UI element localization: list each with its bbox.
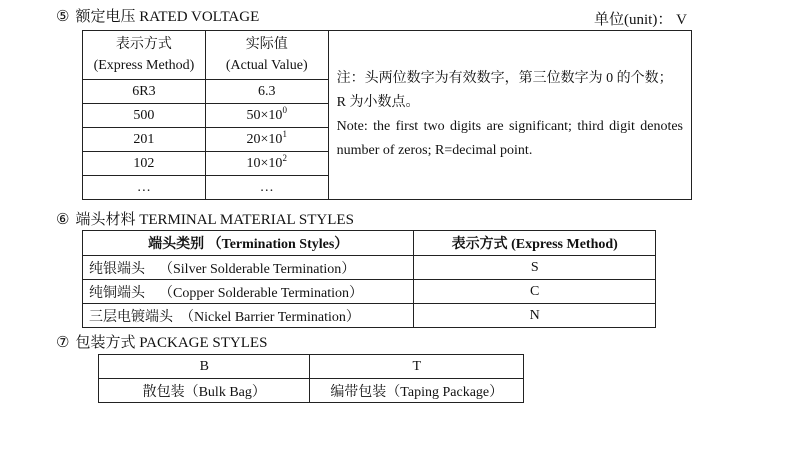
table-row: … …	[83, 176, 692, 200]
terminal-material-table	[82, 230, 656, 328]
table-row: 三层电镀端头 （Nickel Barrier Termination） N	[83, 304, 656, 328]
section-number: ⑥	[56, 212, 70, 228]
package-code-b: B	[99, 355, 310, 379]
package-label-taping: 编带包装（Taping Package）	[310, 379, 524, 403]
table-row: 6R3 6.3	[83, 80, 692, 104]
package-label-bulk: 散包装（Bulk Bag）	[99, 379, 310, 403]
table-row: 500 $50\times 10^0$	[83, 104, 692, 128]
table-row: 102 $10\times 10^2$	[83, 152, 692, 176]
header-express-method: 表示方式 (Express Method)	[83, 31, 206, 80]
package-styles-table	[98, 354, 524, 403]
table-row: 纯银端头 （Silver Solderable Termination） S	[83, 256, 656, 280]
rated-voltage-title: ⑤ 额定电压 RATED VOLTAGE	[56, 9, 260, 25]
header-termination-styles: 端头类别 （Termination Styles）	[83, 231, 414, 256]
package-code-t: T	[310, 355, 524, 379]
unit-label: 单位(unit)： V	[594, 12, 687, 28]
header-express-method: 表示方式 (Express Method)	[414, 231, 656, 256]
section-number: ⑦	[56, 335, 70, 351]
section-number: ⑤	[56, 9, 70, 25]
terminal-material-title: ⑥ 端头材料 TERMINAL MATERIAL STYLES	[56, 212, 354, 228]
table-row: 纯铜端头 （Copper Solderable Termination） C	[83, 280, 656, 304]
package-styles-title: ⑦ 包装方式 PACKAGE STYLES	[56, 335, 268, 351]
table-row	[99, 355, 524, 379]
table-row: 201 $20\times 10^1$	[83, 128, 692, 152]
header-actual-value: 实际值 (Actual Value)	[205, 31, 328, 80]
table-row	[99, 379, 524, 403]
rated-voltage-table	[82, 30, 692, 200]
rated-voltage-note: 注：头两位数字为有效数字，第三位数字为 0 的个数； R 为小数点。 Note: the first two digits are significant; third digit denotes number of zeros; R=decimal point.	[328, 31, 691, 200]
